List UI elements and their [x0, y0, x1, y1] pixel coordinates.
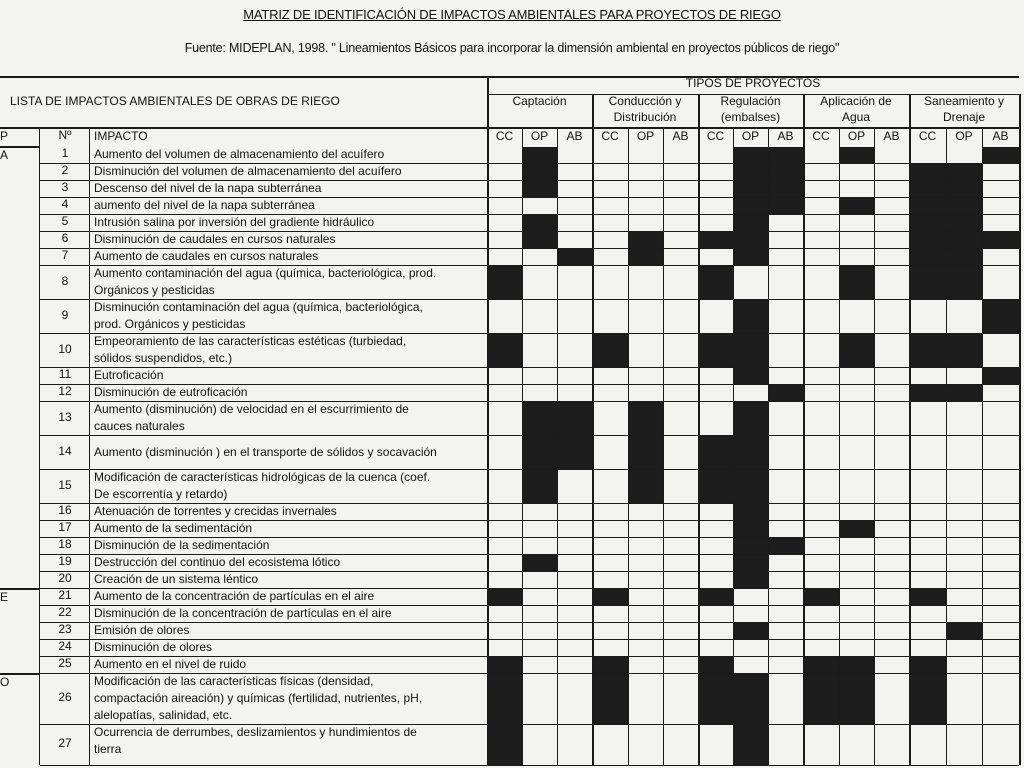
impact-description: prod. Orgánicos y pesticidas — [94, 317, 246, 331]
impact-mark-cell — [734, 623, 768, 639]
impact-mark-cell — [983, 300, 1019, 333]
impact-mark-cell — [947, 266, 982, 299]
impact-description: Aumento de la sedimentación — [94, 521, 253, 535]
project-group-label: Conducción y — [608, 94, 682, 108]
impact-mark-cell — [734, 521, 768, 537]
impact-mark-cell — [734, 572, 768, 588]
impact-mark-cell — [699, 470, 733, 503]
project-group-label-line2: Agua — [841, 110, 871, 124]
phase-header: AB — [992, 129, 1009, 143]
impact-mark-cell — [523, 164, 557, 180]
project-group-label-line2: Drenaje — [942, 110, 986, 124]
impact-mark-cell — [734, 504, 768, 520]
impact-mark-cell — [699, 334, 733, 367]
impact-description: Eutroficación — [94, 368, 164, 382]
row-number: 20 — [58, 571, 72, 585]
impact-mark-cell — [488, 674, 522, 724]
row-number: 25 — [58, 656, 72, 670]
impact-mark-cell — [840, 266, 874, 299]
row-number: 3 — [61, 180, 69, 194]
impact-mark-cell — [523, 402, 557, 435]
row-number: 24 — [58, 639, 72, 653]
impact-mark-cell — [593, 334, 628, 367]
impact-description: Aumento en el nivel de ruido — [94, 657, 247, 671]
row-number: 22 — [58, 605, 72, 619]
impact-mark-cell — [734, 232, 768, 248]
impact-mark-cell — [734, 436, 768, 469]
project-group-label: Regulación — [720, 94, 781, 108]
impact-mark-cell — [734, 470, 768, 503]
impact-mark-cell — [699, 657, 733, 673]
group-divider — [1019, 94, 1021, 765]
impact-mark-cell — [558, 436, 592, 469]
impact-description: De escorrentía y retardo) — [94, 487, 228, 501]
row-number: 15 — [58, 477, 72, 492]
impact-mark-cell — [629, 436, 663, 469]
impact-mark-cell — [629, 402, 663, 435]
impact-mark-cell — [947, 232, 982, 248]
row-divider — [40, 367, 1019, 368]
impact-description: Aumento del volumen de almacenamiento del acuífero — [94, 147, 385, 161]
project-group-label: Aplicación de — [820, 94, 892, 108]
impact-mark-cell — [734, 334, 768, 367]
impact-mark-cell — [593, 589, 628, 605]
impact-description: aumento del nivel de la napa subterránea — [94, 198, 315, 212]
phase-header: OP — [955, 129, 973, 143]
impact-description: Emisión de olores — [94, 623, 190, 637]
phase-header: CC — [601, 129, 619, 143]
impact-mark-cell — [734, 215, 768, 231]
impact-description: Aumento contaminación del agua (química, bacteriológica, prod. — [94, 266, 437, 280]
project-group-label: Saneamiento y — [923, 94, 1005, 108]
impact-description: tierra — [94, 742, 122, 756]
impact-mark-cell — [734, 538, 768, 554]
row-number: 11 — [58, 367, 72, 381]
impact-mark-cell — [488, 334, 522, 367]
phase-header: AB — [883, 129, 900, 143]
phase-header: AB — [777, 129, 794, 143]
impact-mark-cell — [699, 436, 733, 469]
phase-header: AB — [672, 129, 689, 143]
impact-description: Disminución contaminación del agua (química, bacteriológica, — [94, 300, 423, 314]
impact-description: Intrusión salina por inversión del gradiente hidráulico — [94, 215, 375, 229]
impact-mark-cell — [523, 470, 557, 503]
impact-description: Disminución de la sedimentación — [94, 538, 270, 552]
project-group-label: Captación — [512, 94, 567, 108]
row-number: 2 — [61, 163, 69, 177]
impact-mark-cell — [699, 232, 733, 248]
impact-mark-cell — [947, 164, 982, 180]
impact-description: Creación de un sistema léntico — [94, 572, 259, 586]
impact-description: Empeoramiento de las características estéticas (turbiedad, — [94, 334, 407, 348]
impact-mark-cell — [804, 589, 839, 605]
impact-description: Modificación de características hidrológicas de la cuenca (coef. — [94, 470, 431, 484]
impact-description: Aumento de caudales en cursos naturales — [94, 249, 319, 263]
impact-mark-cell — [910, 589, 946, 605]
impact-mark-cell — [769, 147, 803, 163]
phase-header: AB — [566, 129, 583, 143]
impact-description: cauces naturales — [94, 419, 185, 433]
phase-header: OP — [741, 129, 760, 143]
impact-description: Modificación de las características físicas (densidad, — [94, 674, 374, 688]
impact-mark-cell — [734, 147, 768, 163]
impact-mark-cell — [947, 334, 982, 367]
impact-mark-cell — [488, 589, 522, 605]
phase-divider — [982, 127, 983, 765]
impact-mark-cell — [699, 674, 733, 724]
impact-mark-cell — [947, 198, 982, 214]
row-number: 7 — [61, 248, 69, 262]
row-number: 6 — [61, 231, 69, 245]
impact-mark-cell — [769, 164, 803, 180]
row-number: 23 — [58, 622, 72, 636]
impact-mark-cell — [910, 215, 946, 231]
impact-mark-cell — [910, 334, 946, 367]
impact-mark-cell — [910, 266, 946, 299]
table-bottom-rule — [40, 765, 1019, 766]
list-header: LISTA DE IMPACTOS AMBIENTALES DE OBRAS DE RIEGO — [10, 94, 340, 108]
row-number: 13 — [58, 409, 72, 424]
project-group-label-line2: Distribución — [613, 110, 677, 124]
impact-mark-cell — [593, 657, 628, 673]
impact-mark-cell — [947, 385, 982, 401]
impact-mark-cell — [734, 402, 768, 435]
impact-mark-cell — [558, 249, 592, 265]
impact-mark-cell — [947, 215, 982, 231]
category-label: A — [0, 148, 9, 162]
phase-header: CC — [918, 129, 937, 143]
impact-mark-cell — [523, 181, 557, 197]
phase-header: CC — [706, 129, 725, 143]
row-number: 12 — [58, 384, 72, 398]
impact-mark-cell — [629, 249, 663, 265]
impact-mark-cell — [629, 232, 663, 248]
phase-header: CC — [495, 129, 514, 143]
document-title: MATRIZ DE IDENTIFICACIÓN DE IMPACTOS AMBIENTALES PARA PROYECTOS DE RIEGO — [243, 7, 781, 22]
impact-mark-cell — [734, 300, 768, 333]
impact-mark-cell — [947, 249, 982, 265]
impact-mark-cell — [523, 232, 557, 248]
impact-mark-cell — [769, 181, 803, 197]
impact-mark-cell — [488, 725, 522, 765]
project-group-label-line2: (embalses) — [720, 110, 781, 124]
impact-mark-cell — [734, 555, 768, 571]
impact-description: compactación aireación) y químicas (fertilidad, nutrientes, pH, — [94, 691, 423, 705]
impact-description: alelopatías, salinidad, etc. — [94, 708, 233, 722]
impact-description: Orgánicos y pesticidas — [94, 283, 215, 297]
impact-mark-cell — [947, 623, 982, 639]
phase-header: CC — [812, 129, 830, 143]
phase-header: OP — [530, 129, 549, 143]
row-number: 8 — [61, 273, 69, 288]
row-number: 4 — [61, 197, 69, 211]
row-number: 5 — [61, 214, 69, 228]
impact-description: Disminución de caudales en cursos naturales — [94, 232, 336, 246]
row-number: 17 — [58, 520, 72, 534]
impact-mark-cell — [699, 589, 733, 605]
impact-mark-cell — [734, 181, 768, 197]
row-number: 21 — [58, 588, 72, 602]
impact-mark-cell — [593, 674, 628, 724]
impact-mark-cell — [947, 181, 982, 197]
impact-mark-cell — [769, 538, 803, 554]
impact-mark-cell — [983, 147, 1019, 163]
impact-description: Disminución de eutroficación — [94, 385, 248, 399]
row-number: 26 — [58, 690, 72, 704]
impact-description: Disminución del volumen de almacenamiento del acuífero — [94, 164, 402, 178]
impact-mark-cell — [910, 249, 946, 265]
phase-header: OP — [636, 129, 655, 143]
impact-description: Disminución de olores — [94, 640, 213, 654]
impact-mark-cell — [523, 436, 557, 469]
impact-mark-cell — [488, 266, 522, 299]
impact-description: Ocurrencia de derrumbes, deslizamientos y hundimientos de — [94, 725, 417, 739]
impact-mark-cell — [983, 232, 1019, 248]
impact-mark-cell — [488, 657, 522, 673]
category-label: E — [0, 590, 9, 604]
row-number: 18 — [58, 537, 72, 551]
impact-mark-cell — [734, 198, 768, 214]
impact-mark-cell — [734, 725, 768, 765]
impact-mark-cell — [910, 385, 946, 401]
impact-mark-cell — [910, 232, 946, 248]
impact-mark-cell — [523, 147, 557, 163]
impact-mark-cell — [734, 164, 768, 180]
impact-description: Atenuación de torrentes y crecidas invernales — [94, 504, 337, 518]
impact-mark-cell — [629, 470, 663, 503]
row-number: 10 — [58, 341, 72, 356]
impact-description: Aumento de la concentración de partículas en el aire — [94, 589, 375, 603]
impact-mark-cell — [699, 266, 733, 299]
row-number: 19 — [58, 554, 72, 568]
impact-mark-cell — [734, 249, 768, 265]
impact-mark-cell — [734, 674, 768, 724]
impact-description: Aumento (disminución) de velocidad en el escurrimiento de — [94, 402, 409, 416]
impact-description: Aumento (disminución ) en el transporte de sólidos y socavación — [94, 444, 437, 459]
category-label: O — [0, 675, 10, 689]
impact-mark-cell — [734, 368, 768, 384]
impact-mark-cell — [769, 198, 803, 214]
impact-description: sólidos suspendidos, etc.) — [94, 351, 233, 365]
row-number: 1 — [61, 146, 69, 160]
impact-mark-cell — [769, 385, 803, 401]
row-number: 14 — [58, 443, 72, 458]
phase-divider — [768, 127, 769, 765]
impact-mark-cell — [558, 402, 592, 435]
impact-mark-cell — [523, 215, 557, 231]
impact-mark-cell — [840, 674, 874, 724]
impact-mark-cell — [910, 198, 946, 214]
impact-mark-cell — [523, 555, 557, 571]
row-number: 9 — [61, 307, 69, 322]
impact-mark-cell — [910, 164, 946, 180]
phase-divider — [874, 127, 875, 765]
impact-mark-cell — [804, 674, 839, 724]
impact-mark-cell — [840, 657, 874, 673]
impact-description: Disminución de la concentración de partículas en el aire — [94, 606, 392, 620]
project-types-header: TIPOS DE PROYECTOS — [685, 76, 821, 90]
column-header-number: Nº — [58, 128, 72, 142]
impact-mark-cell — [910, 674, 946, 724]
impact-mark-cell — [840, 198, 874, 214]
impact-mark-cell — [840, 147, 874, 163]
phase-header: OP — [847, 129, 866, 143]
row-number: 27 — [58, 736, 72, 750]
impact-mark-cell — [840, 521, 874, 537]
impact-mark-cell — [840, 334, 874, 367]
impact-mark-cell — [804, 657, 839, 673]
impact-mark-cell — [910, 181, 946, 197]
impact-description: Descenso del nivel de la napa subterránea — [94, 181, 322, 195]
impact-description: Destrucción del continuo del ecosistema lótico — [94, 555, 341, 569]
column-header-category: P — [0, 129, 9, 143]
column-header-impact: IMPACTO — [94, 129, 148, 143]
impact-mark-cell — [910, 657, 946, 673]
source-citation: Fuente: MIDEPLAN, 1998. " Lineamientos Básicos para incorporar la dimensión ambiental en proyectos públicos de riego" — [184, 41, 840, 55]
row-number: 16 — [58, 503, 72, 517]
phase-divider — [663, 127, 664, 765]
impact-mark-cell — [983, 368, 1019, 384]
